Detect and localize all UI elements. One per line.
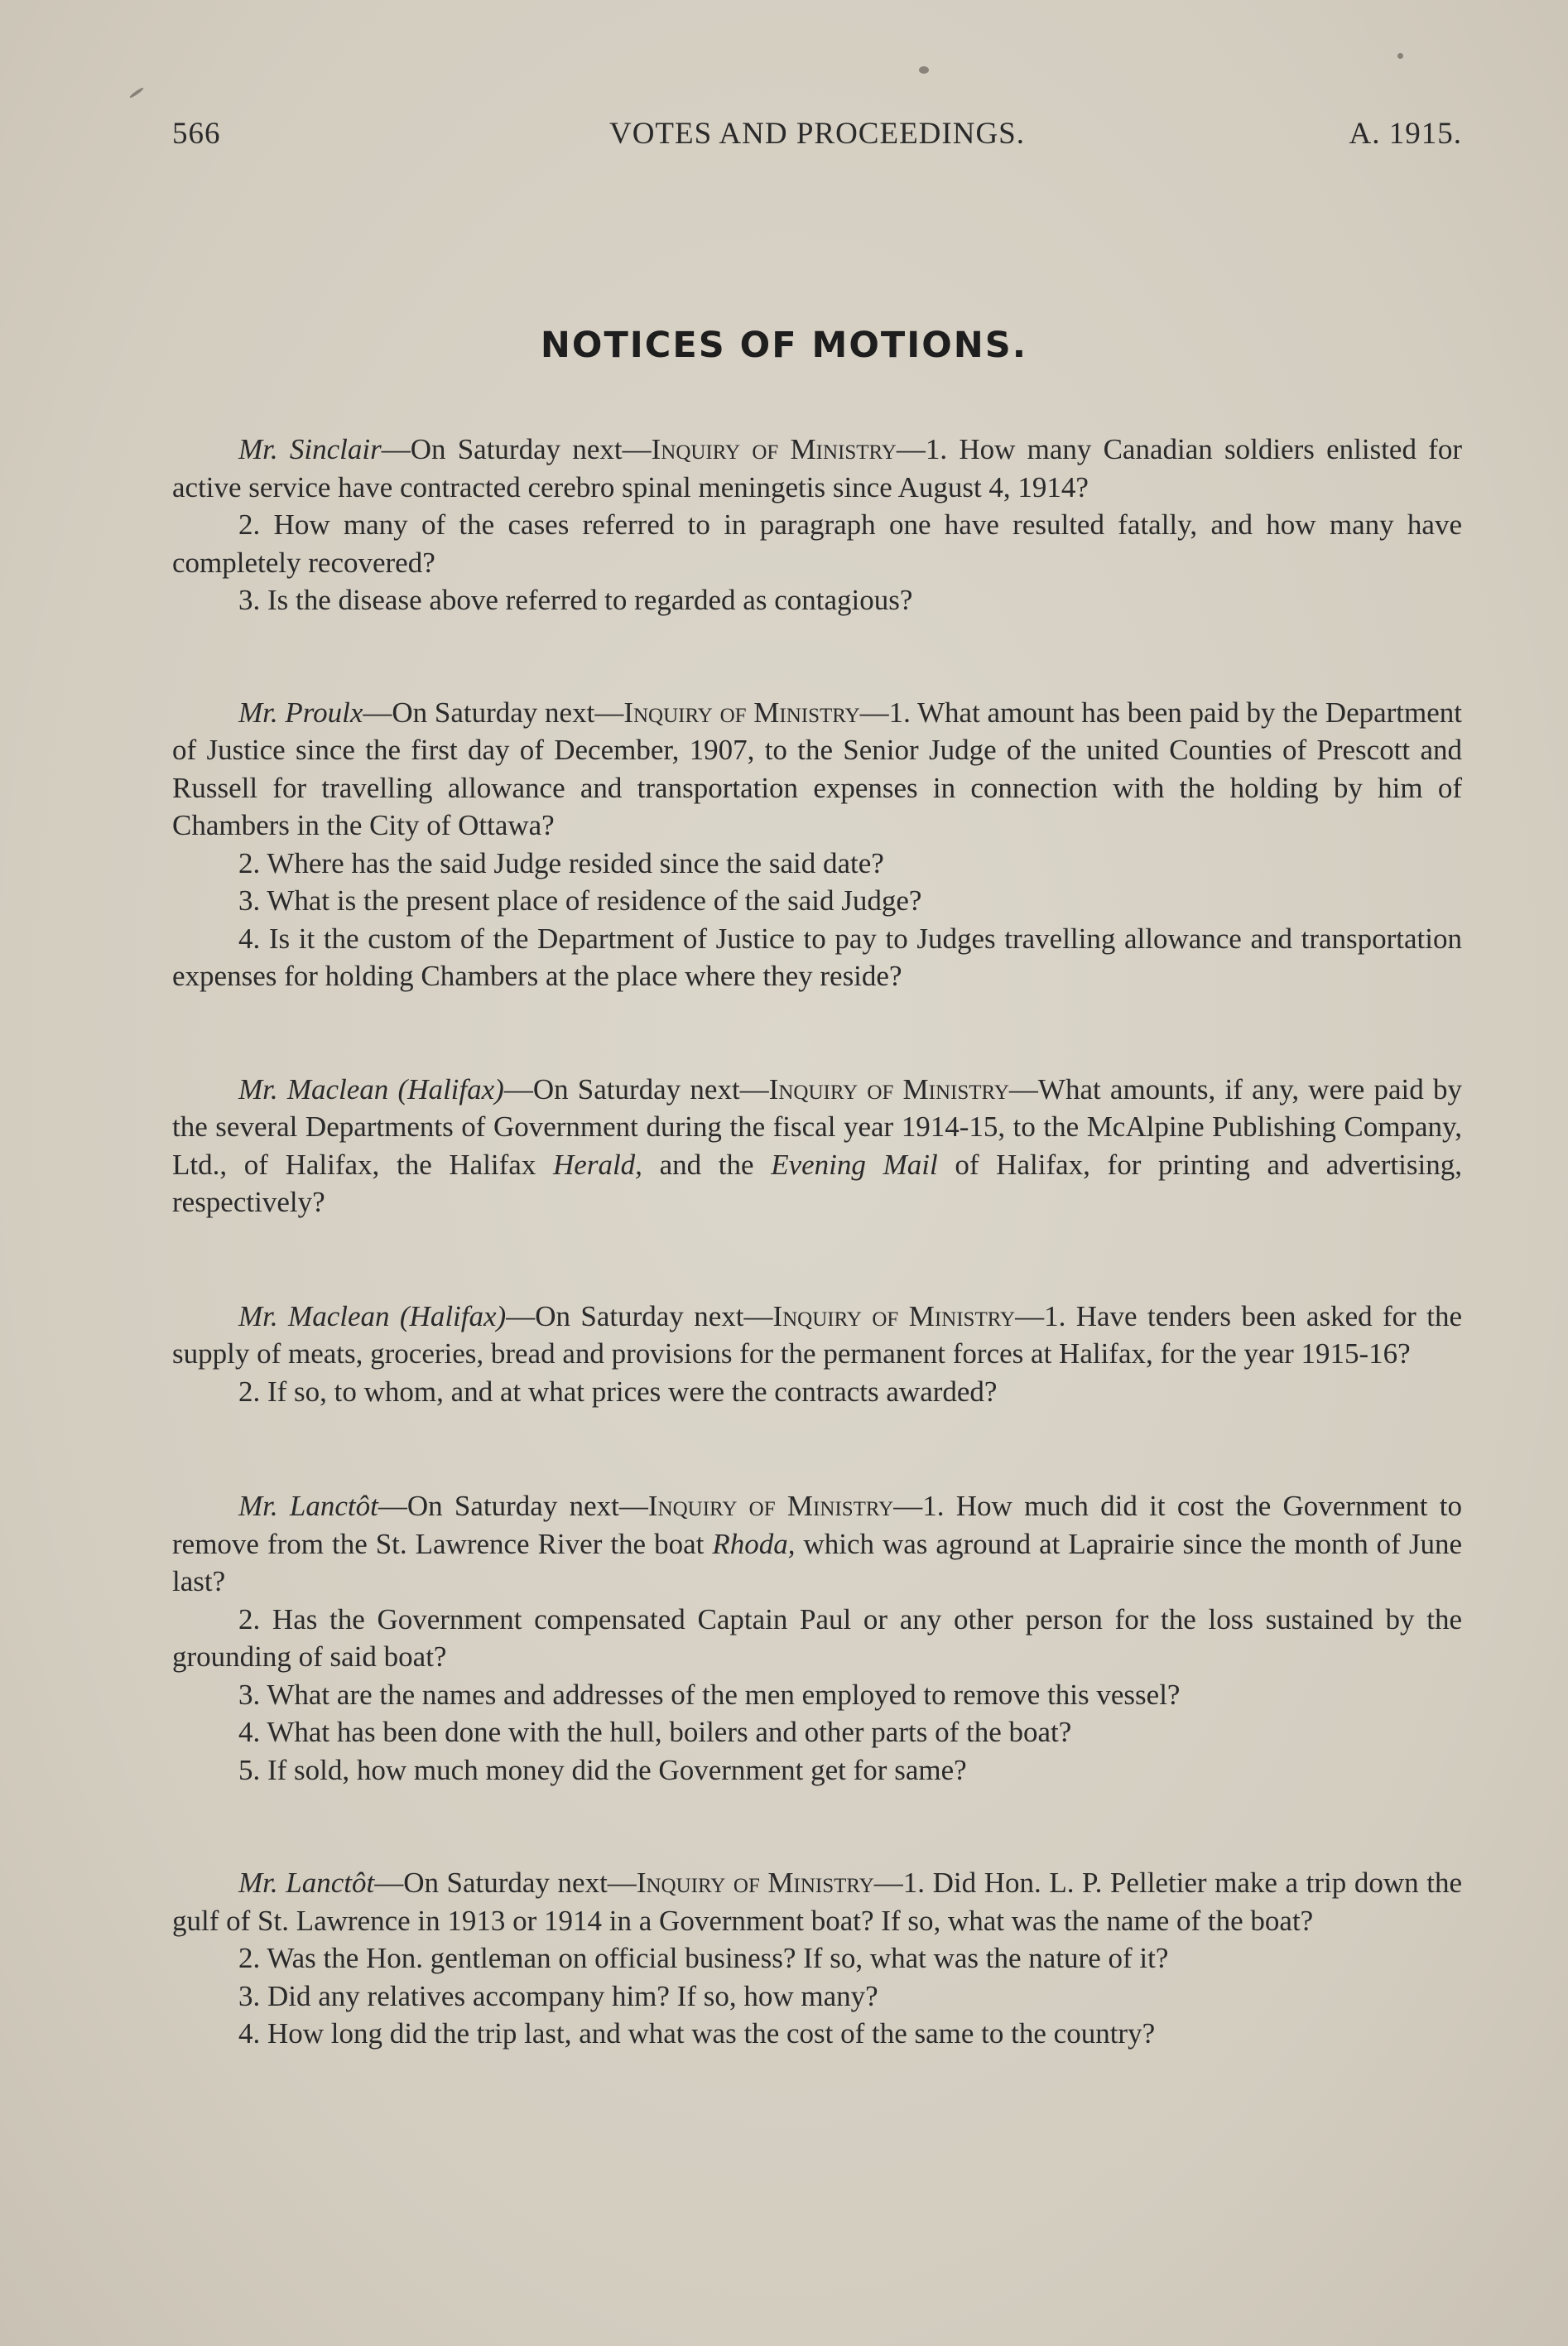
motion-paragraph	[172, 1071, 1462, 1221]
question-paragraph: 5. If sold, how much money did the Government get for same?	[238, 1753, 967, 1786]
mover-name: Mr. Sinclair	[238, 433, 382, 465]
newspaper-name: Evening Mail	[771, 1148, 938, 1181]
question-text: which was aground at Laprairie since the month of June last?	[172, 1527, 1462, 1597]
motion-paragraph	[172, 1864, 1462, 1939]
motion-sinclair	[172, 431, 1462, 619]
mover-name: Mr. Lanctôt	[238, 1490, 378, 1522]
motion-maclean-1	[172, 1071, 1462, 1221]
motion-maclean-2	[172, 1298, 1462, 1411]
motion-proulx	[172, 694, 1462, 995]
dash: —	[1008, 1072, 1038, 1106]
question-paragraph: 2. Was the Hon. gentleman on official business? If so, what was the nature of it?	[238, 1942, 1169, 1974]
question-paragraph: 2. Has the Government compensated Captain Paul or any other person for the loss sustained by the grounding of said boat?	[172, 1602, 1462, 1673]
motion-intro: —On Saturday next—	[363, 696, 624, 729]
motion-intro: —On Saturday next—	[506, 1299, 773, 1332]
paper-speck	[129, 87, 145, 99]
motion-intro: —On Saturday next—	[503, 1072, 769, 1106]
motion-paragraph	[172, 1298, 1462, 1373]
motion-paragraph	[172, 431, 1462, 506]
motion-intro: —On Saturday next—	[378, 1490, 648, 1522]
inquiry-label: Inquiry of Ministry	[651, 433, 897, 465]
question-paragraph: 2. How many of the cases referred to in paragraph one have resulted fatally, and how many have completely recovered?	[172, 508, 1462, 579]
motions-body	[172, 431, 1462, 2053]
question-paragraph: 2. Where has the said Judge resided since the said date?	[238, 846, 884, 879]
dash: —	[859, 696, 889, 729]
running-title: VOTES AND PROCEEDINGS.	[608, 117, 1025, 151]
session-year: A. 1915.	[1349, 117, 1462, 151]
question-text: 1. What amount has been paid by the Department of Justice since the first day of December, 1907, to the Senior Judge of the united Counties of Prescott and Russell for travelling allowance and transportation expenses in connection with the holding by him of Chambers in the City of Ottawa?	[172, 696, 1463, 841]
motion-intro: —On Saturday next—	[381, 433, 652, 465]
inquiry-label: Inquiry of Ministry	[647, 1490, 894, 1522]
question-paragraph: 4. How long did the trip last, and what was the cost of the same to the country?	[238, 2017, 1156, 2050]
question-text: and the	[642, 1148, 772, 1181]
question-paragraph: 3. Is the disease above referred to regarded as contagious?	[238, 584, 913, 616]
question-paragraph: 3. What is the present place of residence of the said Judge?	[238, 884, 922, 917]
section-title: NOTICES OF MOTIONS.	[540, 325, 1028, 366]
dash: —	[893, 1490, 923, 1522]
motion-lanctot-1	[172, 1487, 1462, 1789]
dash: —	[896, 433, 926, 465]
paper-speck	[1397, 53, 1403, 59]
question-text: 1. Have tenders been asked for the supply of meats, groceries, bread and provisions for the permanent forces at Halifax, for the year 1915-16?	[172, 1299, 1462, 1370]
question-paragraph: 2. If so, to whom, and at what prices were the contracts awarded?	[238, 1375, 998, 1408]
question-paragraph: 4. Is it the custom of the Department of Justice to pay to Judges travelling allowance and transportation expenses for holding Chambers at the place where they reside?	[172, 922, 1462, 992]
mover-name: Mr. Maclean (Halifax)	[238, 1072, 504, 1106]
dash: —	[873, 1867, 903, 1899]
page-header	[172, 116, 1462, 157]
motion-lanctot-2	[172, 1864, 1462, 2053]
question-paragraph: 3. What are the names and addresses of the men employed to remove this vessel?	[238, 1678, 1181, 1711]
question-text: 1. How many Canadian soldiers enlisted for active service have contracted cerebro spinal meningetis since August 4, 1914?	[172, 433, 1462, 503]
question-paragraph: 3. Did any relatives accompany him? If so, how many?	[238, 1979, 878, 2012]
inquiry-label: Inquiry of Ministry	[636, 1867, 874, 1899]
motion-paragraph	[172, 694, 1462, 845]
mover-name: Mr. Maclean (Halifax)	[238, 1299, 507, 1332]
motion-paragraph	[172, 1487, 1462, 1601]
question-paragraph: 4. What has been done with the hull, boilers and other parts of the boat?	[238, 1716, 1072, 1748]
motion-intro: —On Saturday next—	[374, 1867, 637, 1899]
page-number: 566	[172, 117, 221, 151]
inquiry-label: Inquiry of Ministry	[623, 696, 860, 729]
dash: —	[1015, 1299, 1045, 1332]
inquiry-label: Inquiry of Ministry	[772, 1299, 1016, 1332]
question-text: of Halifax, for printing and advertising, respectively?	[172, 1148, 1463, 1218]
mover-name: Mr. Proulx	[238, 696, 363, 729]
newspaper-name: Herald,	[553, 1148, 642, 1181]
question-text: 1. How much did it cost the Government to remove from the St. Lawrence River the boat	[172, 1490, 1462, 1560]
question-text: What amounts, if any, were paid by the several Departments of Government during the fiscal year 1914-15, to the McAlpine Publishing Company, Ltd., of Halifax, the Halifax	[172, 1072, 1462, 1181]
boat-name: Rhoda,	[712, 1527, 796, 1560]
mover-name: Mr. Lanctôt	[238, 1867, 375, 1899]
paper-speck	[919, 66, 929, 74]
question-text: 1. Did Hon. L. P. Pelletier make a trip down the gulf of St. Lawrence in 1913 or 1914 in a Government boat? If so, what was the name of the boat?	[172, 1867, 1462, 1937]
inquiry-label: Inquiry of Ministry	[768, 1072, 1009, 1106]
